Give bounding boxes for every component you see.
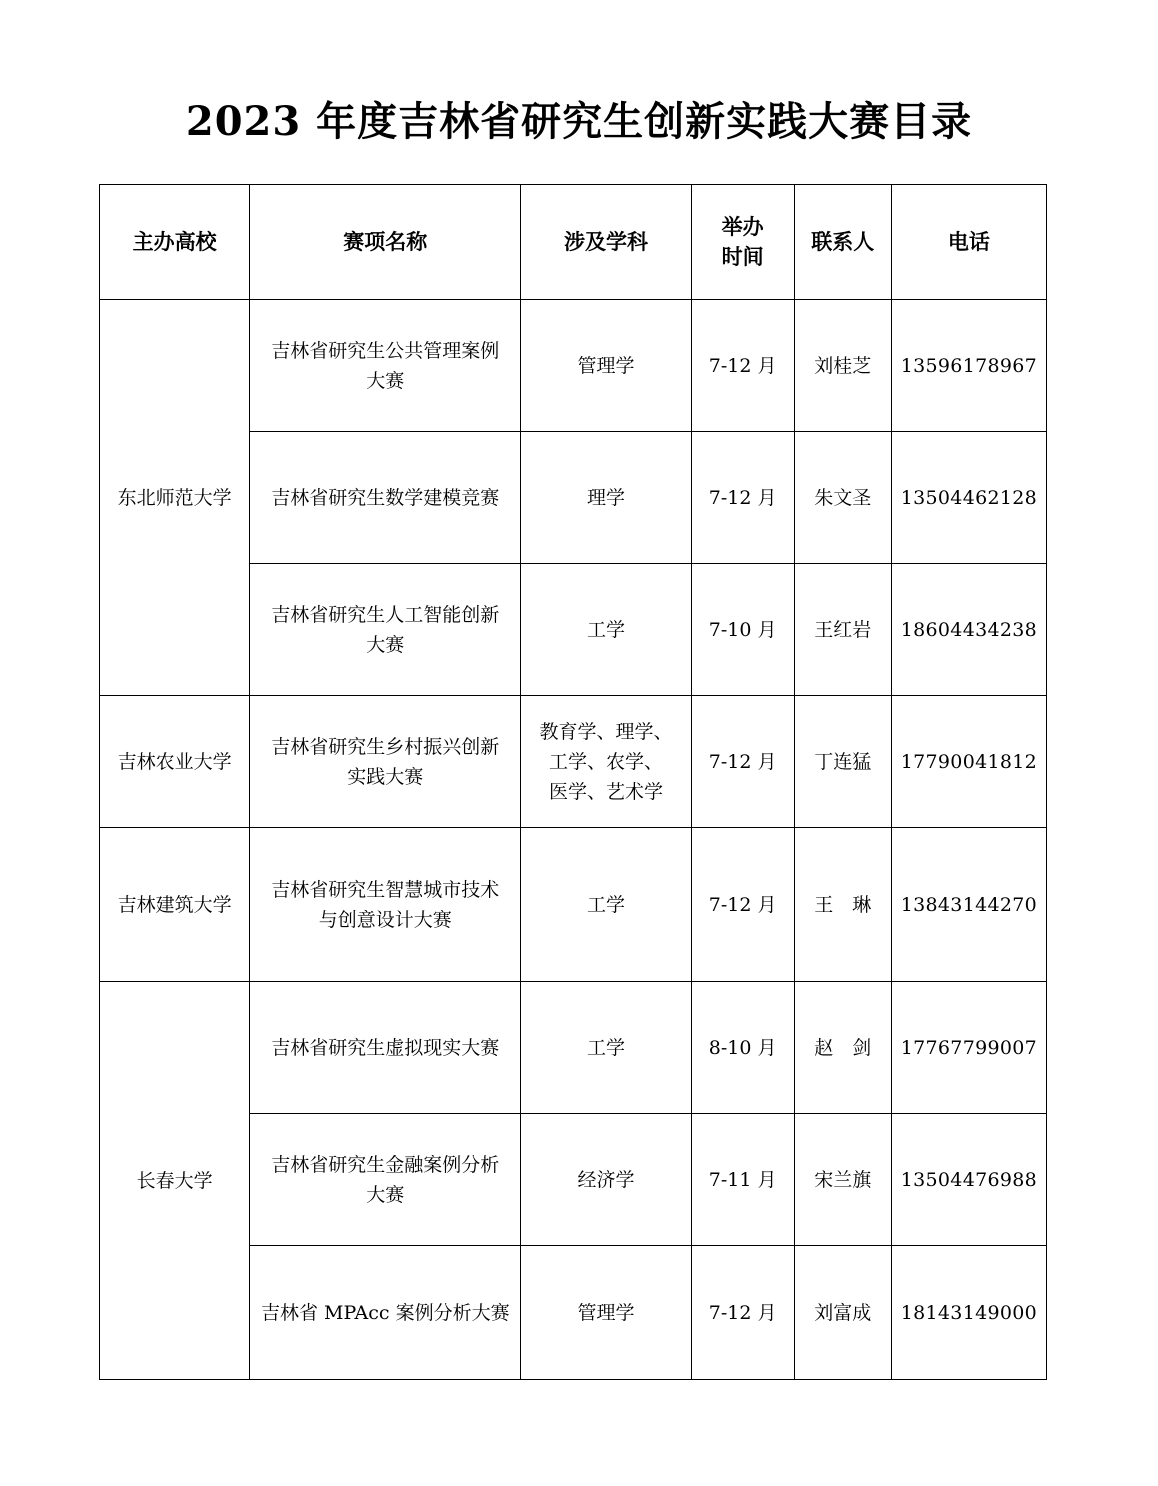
subject-line: 工学、农学、 [549,750,664,773]
time-cell: 7-12 月 [691,696,794,828]
event-name-line: 大赛 [366,369,405,392]
phone-cell: 13843144270 [891,828,1046,982]
subject-line: 医学、艺术学 [549,780,664,803]
table-row [100,696,1047,828]
phone-cell: 17790041812 [891,696,1046,828]
event-name-line: 与创意设计大赛 [318,908,452,931]
subject-cell: 工学 [521,828,691,982]
contact-cell: 丁连猛 [794,696,891,828]
event-name-line: 吉林省研究生乡村振兴创新 [271,735,500,758]
school-cell: 东北师范大学 [100,300,250,696]
contact-cell: 宋兰旗 [794,1114,891,1246]
header-school: 主办高校 [100,185,250,300]
event-name-cell: 吉林省研究生虚拟现实大赛 [250,982,521,1114]
phone-cell: 17767799007 [891,982,1046,1114]
contact-cell: 刘桂芝 [794,300,891,432]
subject-cell: 经济学 [521,1114,691,1246]
event-name-cell [250,564,521,696]
time-cell: 7-12 月 [691,432,794,564]
subject-cell: 管理学 [521,1246,691,1380]
table-row [100,828,1047,982]
header-phone: 电话 [891,185,1046,300]
time-cell: 8-10 月 [691,982,794,1114]
header-event: 赛项名称 [250,185,521,300]
page-title: 2023 年度吉林省研究生创新实践大赛目录 [185,98,973,145]
table-row [100,300,1047,432]
event-name-line: 大赛 [366,1183,405,1206]
phone-cell: 18143149000 [891,1246,1046,1380]
contact-cell: 王红岩 [794,564,891,696]
subject-cell: 工学 [521,564,691,696]
event-name-cell: 吉林省 MPAcc 案例分析大赛 [250,1246,521,1380]
header-time [691,185,794,300]
time-cell: 7-11 月 [691,1114,794,1246]
phone-cell: 13504476988 [891,1114,1046,1246]
competition-directory-table [99,184,1047,1380]
school-cell: 吉林建筑大学 [100,828,250,982]
header-time-line1: 举办 [721,215,764,239]
event-name-cell [250,828,521,982]
contact-cell: 朱文圣 [794,432,891,564]
event-name-line: 吉林省研究生公共管理案例 [271,339,500,362]
subject-cell: 工学 [521,982,691,1114]
subject-line: 教育学、理学、 [539,720,673,743]
subject-cell [521,696,691,828]
phone-cell: 18604434238 [891,564,1046,696]
event-name-cell: 吉林省研究生数学建模竞赛 [250,432,521,564]
event-name-cell [250,696,521,828]
event-name-line: 实践大赛 [347,765,424,788]
phone-cell: 13504462128 [891,432,1046,564]
time-cell: 7-12 月 [691,828,794,982]
event-name-cell [250,1114,521,1246]
header-contact: 联系人 [794,185,891,300]
contact-cell: 王 琳 [794,828,891,982]
contact-cell: 刘富成 [794,1246,891,1380]
table-row [100,982,1047,1114]
subject-cell: 管理学 [521,300,691,432]
school-cell: 长春大学 [100,982,250,1380]
header-time-line2: 时间 [721,245,764,269]
school-cell: 吉林农业大学 [100,696,250,828]
event-name-line: 吉林省研究生智慧城市技术 [271,878,500,901]
contact-cell: 赵 剑 [794,982,891,1114]
time-cell: 7-12 月 [691,300,794,432]
phone-cell: 13596178967 [891,300,1046,432]
time-cell: 7-10 月 [691,564,794,696]
event-name-line: 吉林省研究生人工智能创新 [271,603,500,626]
time-cell: 7-12 月 [691,1246,794,1380]
subject-cell: 理学 [521,432,691,564]
event-name-line: 大赛 [366,633,405,656]
header-subject: 涉及学科 [521,185,691,300]
event-name-line: 吉林省研究生金融案例分析 [271,1153,500,1176]
table-header-row [100,185,1047,300]
event-name-cell [250,300,521,432]
